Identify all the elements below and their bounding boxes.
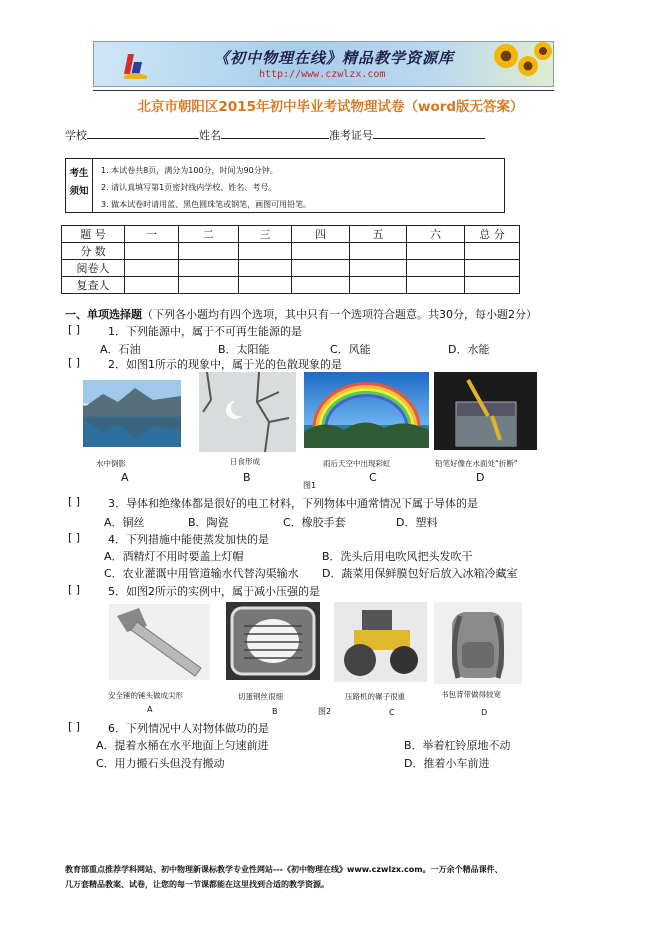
q3-option-b[interactable]: B．陶瓷	[188, 516, 229, 529]
table-row: 题 号 一 二 三 四 五 六 总 分	[62, 226, 520, 243]
road-roller-image	[334, 602, 427, 682]
figure-letter: D	[481, 708, 488, 717]
q3-option-d[interactable]: D．塑料	[396, 516, 438, 529]
rainbow-image	[304, 372, 429, 448]
exam-id-field[interactable]	[373, 127, 485, 139]
figure-label: 图1	[303, 481, 317, 490]
answer-bracket[interactable]: [ ]	[68, 323, 81, 336]
header-rule	[93, 90, 554, 91]
figure-caption: 安全锤的锤头做成尖形	[108, 691, 183, 700]
figure-letter: B	[243, 471, 251, 484]
name-field[interactable]	[221, 127, 329, 139]
site-logo-icon	[122, 52, 148, 80]
q6-option-c[interactable]: C．用力搬石头但没有搬动	[96, 757, 225, 770]
exam-notes-box	[65, 158, 505, 213]
pencil-in-water-image	[434, 372, 537, 450]
figure-caption: 日食形成	[230, 457, 260, 466]
answer-bracket[interactable]: [ ]	[68, 720, 81, 733]
figure-caption: 切蛋钢丝很细	[238, 692, 283, 701]
answer-bracket[interactable]: [ ]	[68, 583, 81, 596]
q1-option-b[interactable]: B．太阳能	[218, 343, 270, 356]
solar-eclipse-image	[199, 372, 296, 452]
figure-letter: C	[389, 708, 395, 717]
notes-line: 3. 做本试卷时请用蓝、黑色圆珠笔或钢笔，画图可用铅笔。	[101, 200, 312, 209]
figure-letter: A	[121, 471, 129, 484]
exam-id-label: 准考证号	[329, 129, 373, 142]
question-6-stem: 6．下列情况中人对物体做功的是	[108, 722, 269, 735]
figure-caption: 书包背带做得较宽	[441, 690, 501, 699]
safety-hammer-image	[109, 604, 210, 680]
figure-letter: D	[476, 471, 485, 484]
figure-letter: B	[272, 707, 278, 716]
egg-slicer-image	[226, 602, 320, 680]
q4-option-b[interactable]: B．洗头后用电吹风把头发吹干	[322, 550, 473, 563]
figure-caption: 压路机的碾子很重	[345, 692, 405, 701]
table-row: 分 数	[62, 243, 520, 260]
q4-option-c[interactable]: C．农业灌溉中用管道输水代替沟渠输水	[104, 567, 299, 580]
figure-letter: C	[369, 471, 377, 484]
banner-title: 《初中物理在线》精品教学资源库	[214, 49, 455, 67]
score-table	[61, 225, 520, 294]
exam-title: 北京市朝阳区2015年初中毕业考试物理试卷（word版无答案）	[137, 99, 524, 115]
answer-bracket[interactable]: [ ]	[68, 531, 81, 544]
figure-label: 图2	[318, 707, 332, 716]
q6-option-b[interactable]: B．举着杠铃原地不动	[404, 739, 511, 752]
figure-caption: 铅笔好像在水面处“折断”	[435, 459, 518, 468]
section-heading: 一、单项选择题（下列各小题均有四个选项，其中只有一个选项符合题意。共30分，每小题2分）	[65, 308, 537, 321]
question-3-stem: 3．导体和绝缘体都是很好的电工材料，下列物体中通常情况下属于导体的是	[108, 497, 478, 510]
sunflower-icon	[518, 56, 538, 76]
q1-option-c[interactable]: C．风能	[330, 343, 371, 356]
q3-option-a[interactable]: A．铜丝	[104, 516, 145, 529]
notes-line: 2. 请认真填写第1页密封线内学校、姓名、考号。	[101, 183, 277, 192]
q4-option-d[interactable]: D．蔬菜用保鲜膜包好后放入冰箱冷藏室	[322, 567, 518, 580]
q1-option-a[interactable]: A．石油	[100, 343, 141, 356]
q1-option-d[interactable]: D．水能	[448, 343, 490, 356]
figure-letter: A	[147, 705, 153, 714]
notes-label: 考生 须知	[66, 159, 93, 212]
school-field[interactable]	[87, 127, 199, 139]
figure-caption: 水中倒影	[96, 459, 126, 468]
sunflower-icon	[534, 42, 552, 60]
answer-bracket[interactable]: [ ]	[68, 495, 81, 508]
notes-line: 1. 本试卷共8页，满分为100分，时间为90分钟。	[101, 166, 278, 175]
q4-option-a[interactable]: A．酒精灯不用时要盖上灯帽	[104, 550, 244, 563]
q6-option-d[interactable]: D．推着小车前进	[404, 757, 490, 770]
question-4-stem: 4．下列措施中能使蒸发加快的是	[108, 533, 269, 546]
page-footer: 教育部重点推荐学科网站、初中物理新课标教学专业性网站---《初中物理在线》www.czwlzx.com。一万余个精品课件、 几万套精品教案、试卷，让您的每一节课都能在这里找到合适的教学资源。	[65, 865, 503, 889]
sunflower-icon	[494, 44, 518, 68]
site-banner	[93, 41, 554, 87]
q3-option-c[interactable]: C．橡胶手套	[283, 516, 346, 529]
table-row: 阅卷人	[62, 260, 520, 277]
question-5-stem: 5．如图2所示的实例中，属于减小压强的是	[108, 585, 320, 598]
name-label: 姓名	[199, 129, 221, 142]
school-label: 学校	[65, 129, 87, 142]
banner-url[interactable]: http://www.czwlzx.com	[259, 69, 386, 80]
answer-bracket[interactable]: [ ]	[68, 356, 81, 369]
student-info-line	[65, 127, 485, 143]
water-reflection-image	[83, 380, 181, 447]
figure-caption: 雨后天空中出现彩虹	[323, 459, 391, 468]
backpack-image	[434, 602, 522, 684]
q6-option-a[interactable]: A．提着水桶在水平地面上匀速前进	[96, 739, 269, 752]
question-2-stem: 2．如图1所示的现象中，属于光的色散现象的是	[108, 358, 342, 371]
question-1-stem: 1．下列能源中，属于不可再生能源的是	[108, 325, 302, 338]
table-row: 复查人	[62, 277, 520, 294]
